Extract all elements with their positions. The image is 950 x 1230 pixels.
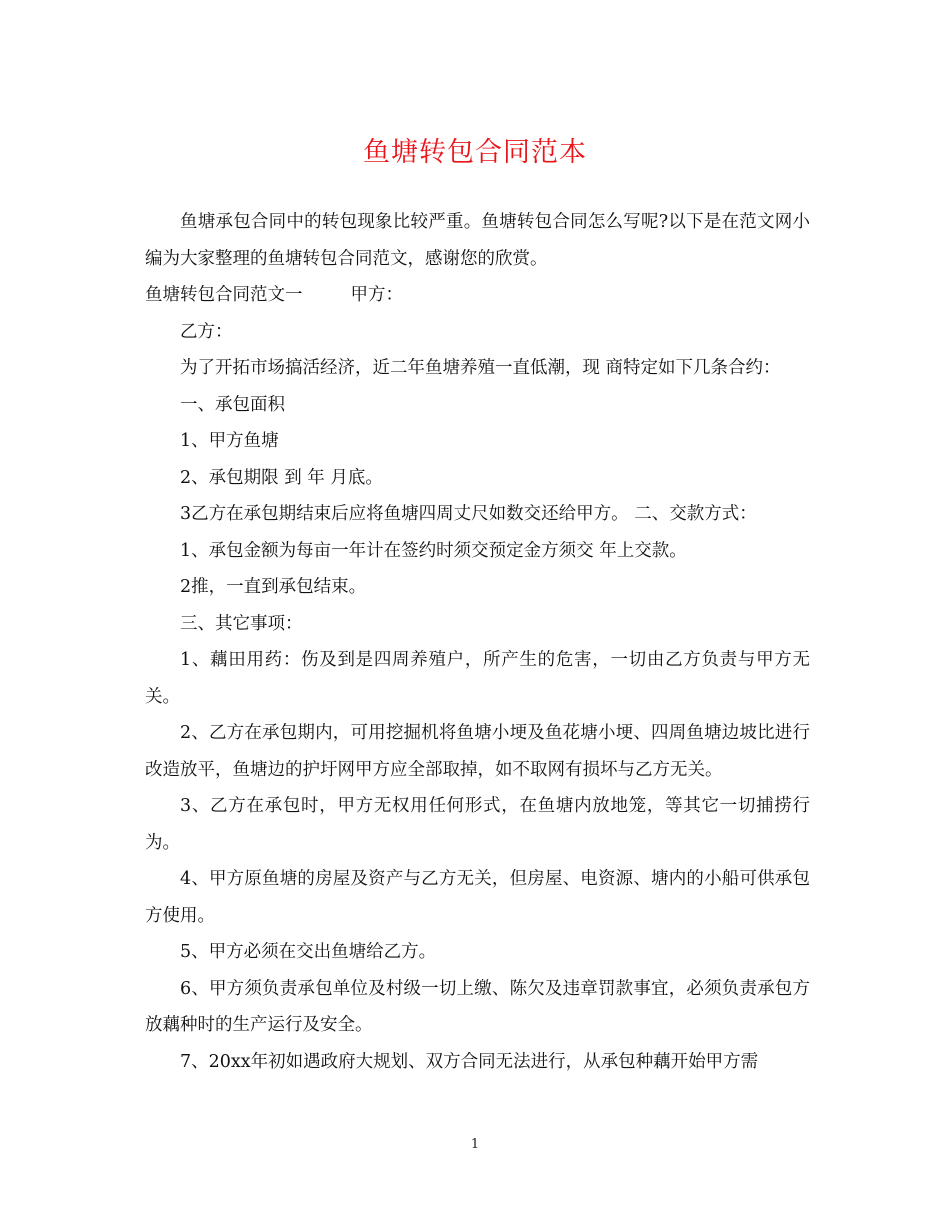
paragraph-party-b: 乙方： — [180, 321, 233, 342]
clause-paragraph: 3、乙方在承包时，甲方无权用任何形式，在鱼塘内放地笼，等其它一切捕捞行为。 — [145, 796, 810, 853]
clause-paragraph: 1、藕田用药：伤及到是四周养殖户，所产生的危害，一切由乙方负责与甲方无关。 — [145, 650, 810, 707]
heading-line-left: 鱼塘转包合同范文一 — [145, 285, 303, 305]
document-title: 鱼塘转包合同范本 — [363, 137, 587, 168]
page-number: 1 — [470, 1137, 480, 1152]
section-heading-area: 一、承包面积 — [180, 394, 285, 415]
clause-paragraph: 1、承包金额为每亩一年计在签约时须交预定金方须交 年上交款。 — [180, 540, 687, 561]
clause-paragraph: 7、20xx年初如遇政府大规划、双方合同无法进行，从承包种藕开始甲方需 — [180, 1051, 759, 1072]
heading-line-right: 甲方： — [350, 285, 403, 305]
clause-paragraph: 3乙方在承包期结束后应将鱼塘四周丈尺如数交还给甲方。 二、交款方式： — [180, 504, 757, 524]
clause-paragraph: 4、甲方原鱼塘的房屋及资产与乙方无关，但房屋、电资源、塘内的小船可供承包方使用。 — [145, 869, 810, 926]
heading-line — [145, 277, 810, 314]
clause-paragraph: 6、甲方须负责承包单位及村级一切上缴、陈欠及违章罚款事宜，必须负责承包方放藕种时的生产运行及安全。 — [145, 978, 810, 1035]
clause-paragraph: 2、承包期限 到 年 月底。 — [180, 467, 383, 488]
clause-paragraph: 2推，一直到承包结束。 — [180, 577, 367, 597]
intro-paragraph: 鱼塘承包合同中的转包现象比较严重。鱼塘转包合同怎么写呢?以下是在范文网小编为大家整理的鱼塘转包合同范文，感谢您的欣赏。 — [145, 212, 810, 269]
paragraph-preamble: 为了开拓市场搞活经济，近二年鱼塘养殖一直低潮，现 商特定如下几条合约： — [180, 358, 781, 378]
clause-paragraph: 5、甲方必须在交出鱼塘给乙方。 — [180, 942, 437, 962]
clause-paragraph: 1、甲方鱼塘 — [180, 431, 279, 451]
section-heading-other: 三、其它事项： — [180, 613, 303, 634]
clause-paragraph: 2、乙方在承包期内，可用挖掘机将鱼塘小埂及鱼花塘小埂、四周鱼塘边坡比进行改造放平，鱼塘边的护圩网甲方应全部取掉，如不取网有损坏与乙方无关。 — [145, 723, 810, 780]
document-body — [145, 204, 810, 1080]
